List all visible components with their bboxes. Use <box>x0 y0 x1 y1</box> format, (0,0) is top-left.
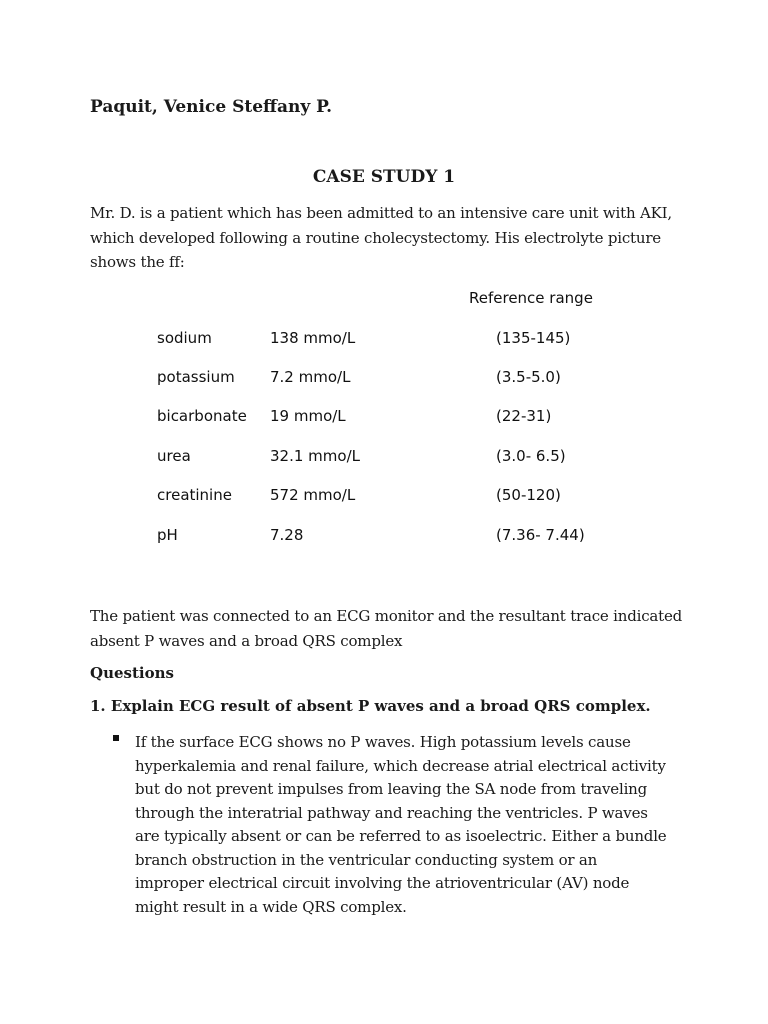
lab-range-sodium: (135-145) <box>496 329 571 347</box>
lab-name-potassium: potassium <box>157 368 235 386</box>
case-study-title: CASE STUDY 1 <box>312 167 456 187</box>
lab-value-creatinine: 572 mmo/L <box>270 486 356 504</box>
lab-value-ph: 7.28 <box>270 526 304 544</box>
lab-value-bicarbonate: 19 mmo/L <box>270 407 346 425</box>
lab-name-creatinine: creatinine <box>157 486 232 504</box>
bullet-square-icon <box>113 735 119 741</box>
ecg-paragraph: The patient was connected to an ECG monitor and the resultant trace indicated absent P waves and a broad QRS complex <box>90 607 683 650</box>
author-name: Paquit, Venice Steffany P. <box>90 97 333 117</box>
intro-paragraph: Mr. D. is a patient which has been admitted to an intensive care unit with AKI, which developed following a routine cholecystectomy. His electrolyte picture shows the ff: <box>90 204 672 271</box>
lab-range-bicarbonate: (22-31) <box>496 407 552 425</box>
answer-1: If the surface ECG shows no P waves. High potassium levels cause hyperkalemia and renal failure, which decrease atrial electrical activity but do not prevent impulses from leaving the SA node from traveling through the interatrial pathway and reaching the ventricles. P waves are typically absent or can be referred to as isoelectric. Either a bundle branch obstruction in the ventricular conducting system or an improper electrical circuit involving the atrioventricular (AV) node might result in a wide QRS complex. <box>135 733 667 916</box>
lab-name-ph: pH <box>157 526 178 544</box>
lab-range-ph: (7.36- 7.44) <box>496 526 585 544</box>
lab-range-creatinine: (50-120) <box>496 486 561 504</box>
lab-value-potassium: 7.2 mmo/L <box>270 368 351 386</box>
lab-name-sodium: sodium <box>157 329 212 347</box>
question-1: 1. Explain ECG result of absent P waves and a broad QRS complex. <box>90 697 651 715</box>
lab-value-sodium: 138 mmo/L <box>270 329 356 347</box>
questions-heading: Questions <box>90 664 174 682</box>
lab-value-urea: 32.1 mmo/L <box>270 447 360 465</box>
lab-range-urea: (3.0- 6.5) <box>496 447 566 465</box>
reference-range-header: Reference range <box>469 289 593 307</box>
lab-name-urea: urea <box>157 447 191 465</box>
lab-name-bicarbonate: bicarbonate <box>157 407 247 425</box>
lab-range-potassium: (3.5-5.0) <box>496 368 561 386</box>
